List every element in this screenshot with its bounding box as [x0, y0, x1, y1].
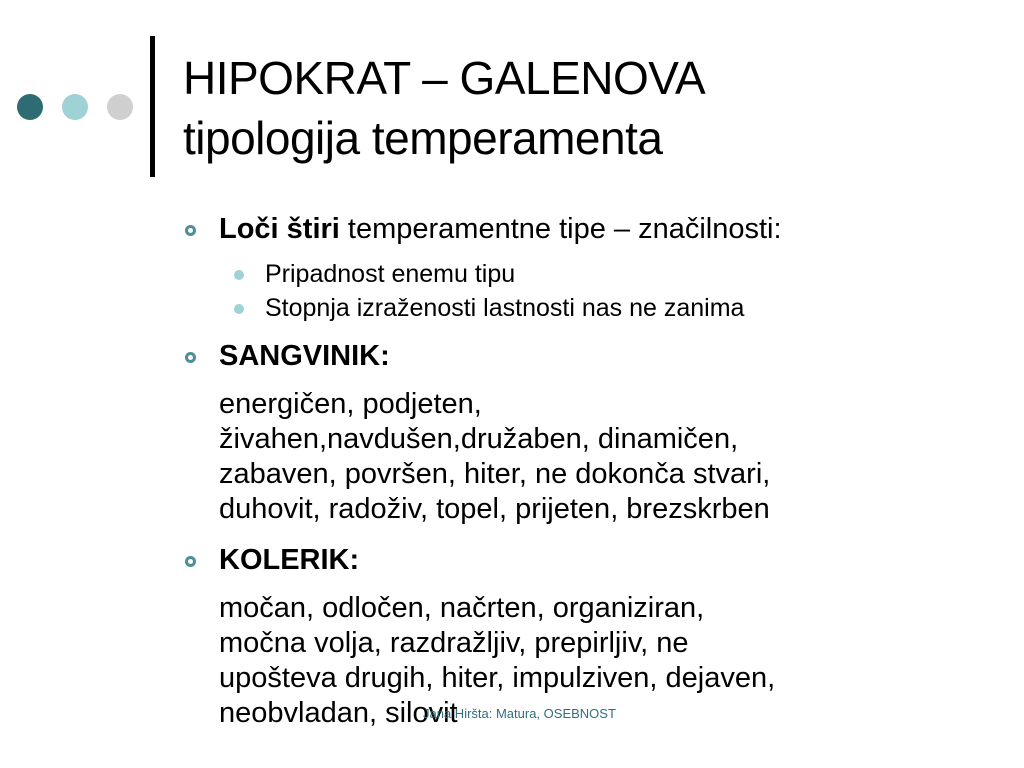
ring-bullet-icon	[185, 556, 196, 567]
title-vertical-rule	[150, 36, 155, 177]
dot-bullet-icon	[234, 304, 244, 314]
sub-bullet-text: Stopnja izraženosti lastnosti nas ne zanima	[265, 294, 745, 322]
ring-bullet-icon	[185, 225, 196, 236]
bullet-text: temperamentne tipe – značilnosti:	[339, 213, 782, 245]
description-line: močan, odločen, načrten, organiziran,	[219, 592, 705, 624]
dot-bullet-icon	[234, 270, 244, 280]
dot-gray	[107, 94, 133, 120]
slide-title-line-1: HIPOKRAT – GALENOVA	[183, 52, 706, 104]
description-line: močna volja, razdražljiv, prepirljiv, ne	[219, 627, 689, 659]
description-line: zabaven, površen, hiter, ne dokonča stvari,	[219, 458, 771, 490]
bullet-item-types	[181, 212, 981, 247]
sub-bullet-item	[181, 293, 981, 323]
sangvinik-description	[181, 387, 981, 527]
sangvinik-heading: SANGVINIK:	[219, 340, 390, 372]
dot-dark-teal	[17, 94, 43, 120]
dot-light-teal	[62, 94, 88, 120]
kolerik-heading: KOLERIK:	[219, 544, 360, 576]
description-line: neobvladan, silovit	[219, 697, 458, 729]
slide-title-line-2: tipologija temperamenta	[183, 112, 663, 164]
bullet-item-sangvinik	[181, 339, 981, 374]
description-line: duhovit, radoživ, topel, prijeten, brezskrben	[219, 493, 770, 525]
sub-bullet-item	[181, 259, 981, 289]
sub-bullet-text: Pripadnost enemu tipu	[265, 260, 516, 288]
slide-body	[181, 212, 981, 731]
description-line: živahen,navdušen,družaben, dinamičen,	[219, 423, 739, 455]
decorative-dots	[17, 94, 132, 120]
description-line: upošteva drugih, hiter, impulziven, dejaven,	[219, 662, 776, 694]
description-line: energičen, podjeten,	[219, 388, 482, 420]
ring-bullet-icon	[185, 352, 196, 363]
bullet-bold-text: Loči štiri	[219, 213, 340, 245]
bullet-item-kolerik	[181, 543, 981, 578]
slide-footer: Jana Hiršta: Matura, OSEBNOST	[423, 706, 616, 721]
slide-title	[183, 48, 1003, 168]
